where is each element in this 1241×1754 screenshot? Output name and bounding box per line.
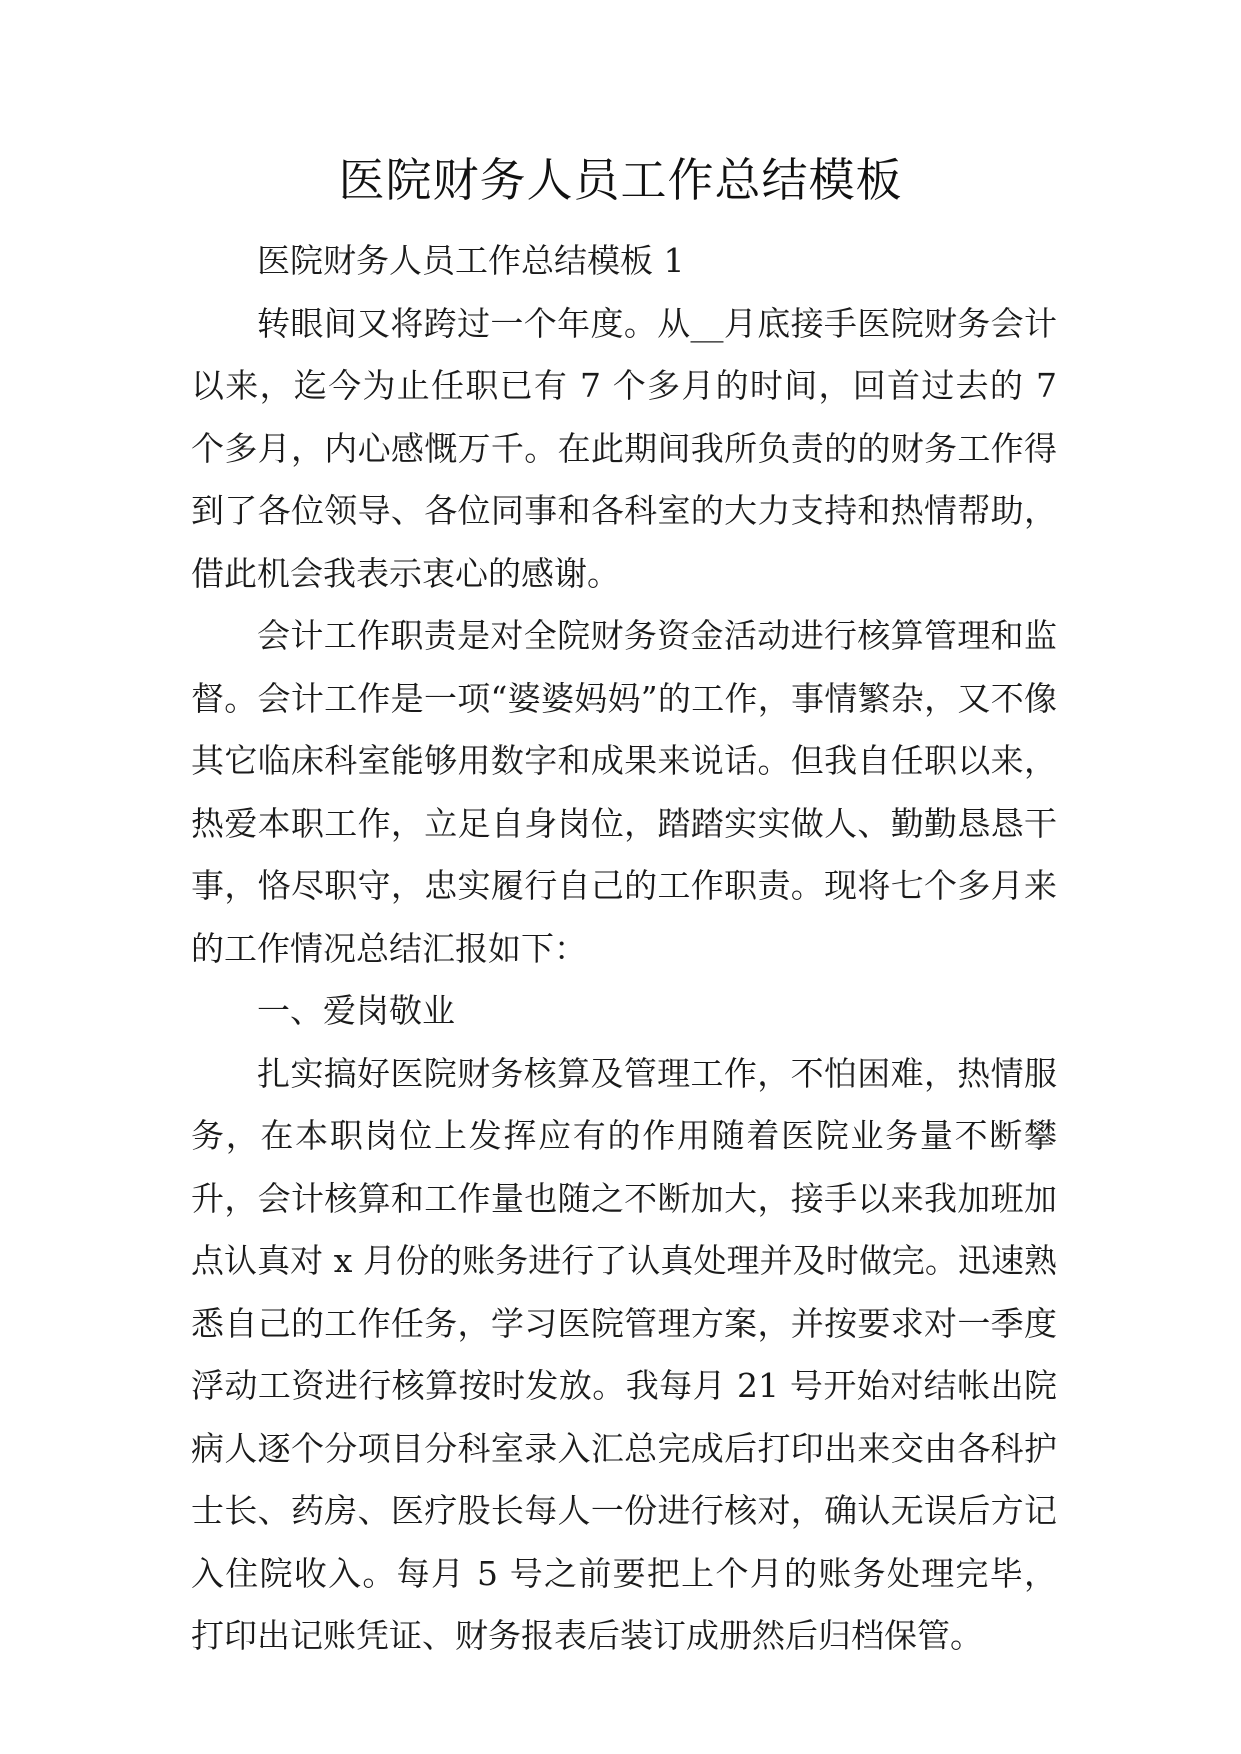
subtitle-line: 医院财务人员工作总结模板 1 (257, 241, 685, 280)
document-body (191, 230, 1057, 1668)
section-paragraph: 扎实搞好医院财务核算及管理工作，不怕困难，热情服务，在本职岗位上发挥应有的作用随着医院业务量不断攀升，会计核算和工作量也随之不断加大，接手以来我加班加点认真对 x 月份的账务进行了认真处理并及时做完。迅速熟悉自己的工作任务，学习医院管理方案，并按要求对一季度浮动工资进行核算按时发放。我每月 21 号开始对结帐出院病人逐个分项目分科室录入汇总完成后打印出来交由各科护士长、药房、医疗股长每人一份进行核对，确认无误后方记入住院收入。每月 5 号之前要把上个月的账务处理完毕，打印出记账凭证、财务报表后装订成册然后归档保管。 (191, 1053, 1057, 1655)
intro-paragraph: 转眼间又将跨过一个年度。从__月底接手医院财务会计以来，迄今为止任职已有 7 个多月的时间，回首过去的 7 个多月，内心感慨万千。在此期间我所负责的的财务工作得到了各位领导、各位同事和各科室的大力支持和热情帮助，借此机会我表示衷心的感谢。 (191, 303, 1057, 593)
duties-paragraph: 会计工作职责是对全院财务资金活动进行核算管理和监督。会计工作是一项“婆婆妈妈”的工作，事情繁杂，又不像其它临床科室能够用数字和成果来说话。但我自任职以来，热爱本职工作，立足自身岗位，踏踏实实做人、勤勤恳恳干事，恪尽职守，忠实履行自己的工作职责。现将七个多月来的工作情况总结汇报如下： (191, 616, 1057, 968)
section-heading: 一、爱岗敬业 (257, 991, 455, 1030)
document-title: 医院财务人员工作总结模板 (338, 153, 903, 207)
